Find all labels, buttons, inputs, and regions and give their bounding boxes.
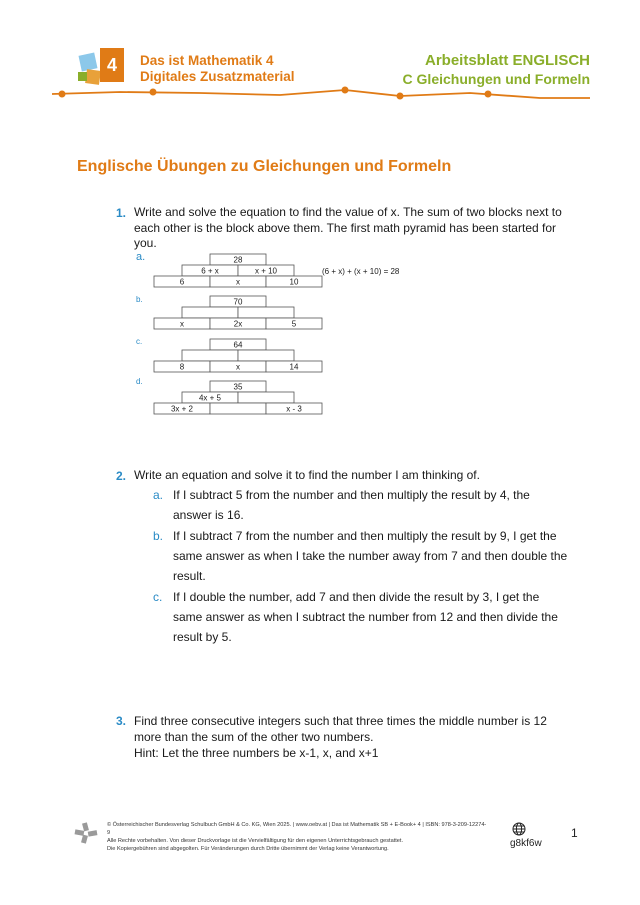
task2-item-c-line1: If I double the number, add 7 and then divide the result by 3, I get the <box>173 590 540 604</box>
pyramid-b-bottom-right: 5 <box>291 319 297 329</box>
task1-line1: Write and solve the equation to find the value of x. The sum of two blocks next to <box>134 205 562 219</box>
sheet-title-line2: C Gleichungen und Formeln <box>402 71 590 87</box>
pyramid-c-bottom-left: 8 <box>179 362 185 372</box>
task2-item-a-line1: If I subtract 5 from the number and then multiply the result by 4, the <box>173 488 530 502</box>
book-title <box>140 53 295 85</box>
task2-item-b-line3: result. <box>173 569 206 583</box>
globe-icon[interactable] <box>512 822 526 836</box>
pyramid-a-mid-right: x + 10 <box>254 266 278 276</box>
task2-item-c-line3: result by 5. <box>173 630 232 644</box>
pyramid-d-bottom-left: 3x + 2 <box>170 404 194 414</box>
pyramid-b-label: b. <box>136 295 143 304</box>
task2-item-b-line1: If I subtract 7 from the number and then multiply the result by 9, I get the <box>173 529 557 543</box>
task3-line2: more than the sum of the other two numbers. <box>134 730 374 744</box>
pyramid-a-bottom-left: 6 <box>179 277 185 287</box>
task2-item-b-line2: same answer as when I take the number away from 7 and then double the <box>173 549 568 563</box>
header-divider <box>0 84 640 108</box>
task2-item-b-label: b. <box>153 529 164 543</box>
pyramid-c-label: c. <box>136 337 143 346</box>
pyramid-a-label: a. <box>136 251 146 263</box>
task3-number: 3. <box>116 714 127 728</box>
task1-number: 1. <box>116 206 127 220</box>
pyramid-d-bottom-right: x - 3 <box>286 404 302 414</box>
online-code[interactable]: g8kf6w <box>510 838 542 849</box>
copyright-notice <box>107 821 487 853</box>
copyright-line3: Die Kopiergebühren sind abgegolten. Für Veränderungen durch Dritte übernimmt der Verlag keine Verantwortung. <box>107 846 389 852</box>
pyramid-a-mid-left: 6 + x <box>201 266 219 276</box>
copyright-line1: © Österreichischer Bundesverlag Schulbuch GmbH & Co. KG, Wien 2025. | www.oebv.at | Das ist Mathematik SB + E-Book+ 4 | ISBN: 978-3-209-12274-9 <box>107 822 487 836</box>
pyramid-a-top: 28 <box>233 255 243 265</box>
logo-digit: 4 <box>106 55 118 75</box>
pyramid-b-bottom-left: x <box>180 319 184 329</box>
pyramid-a-bottom-right: 10 <box>289 277 299 287</box>
copyright-line2: Alle Rechte vorbehalten. Von dieser Druckvorlage ist die Vervielfältigung für den eigenen Unterrichtsgebrauch gestattet. <box>107 838 404 844</box>
example-equation: (6 + x) + (x + 10) = 28 <box>322 267 400 276</box>
task3-line1: Find three consecutive integers such that three times the middle number is 12 <box>134 714 547 728</box>
pyramid-b-bottom-middle: 2x <box>233 319 243 329</box>
task2-item-a-label: a. <box>153 488 164 502</box>
task2-item-c <box>150 587 580 647</box>
task2-text: Write an equation and solve it to find the number I am thinking of. <box>134 468 480 482</box>
task2-item-a-line2: answer is 16. <box>173 508 244 522</box>
publisher-logo-icon <box>74 822 98 844</box>
page-title: Englische Übungen zu Gleichungen und Formeln <box>77 158 452 175</box>
task1-text <box>134 205 574 252</box>
pyramid-c-top: 64 <box>233 340 243 350</box>
task2-item-a <box>150 485 580 525</box>
pyramid-d-mid-left: 4x + 5 <box>198 393 222 403</box>
book-title-line1: Das ist Mathematik 4 <box>140 53 274 68</box>
task2-item-c-label: c. <box>153 590 163 604</box>
pyramid-c-bottom-right: 14 <box>289 362 299 372</box>
task2-item-b <box>150 526 580 586</box>
task1-line3: you. <box>134 236 157 250</box>
sheet-title <box>403 52 590 88</box>
book-title-line2: Digitales Zusatzmaterial <box>140 69 295 84</box>
task3-line3: Hint: Let the three numbers be x-1, x, and x+1 <box>134 746 379 760</box>
task2-item-c-line2: same answer as when I subtract the number from 12 and then divide the <box>173 610 558 624</box>
sheet-title-line1: Arbeitsblatt ENGLISCH <box>424 52 590 69</box>
task2-items <box>150 485 580 647</box>
page-number: 1 <box>571 826 578 840</box>
pyramid-a-bottom-middle: x <box>236 277 240 287</box>
pyramid-c-bottom-middle: x <box>236 362 240 372</box>
task3-text <box>134 713 574 761</box>
pyramid-b-top: 70 <box>233 297 243 307</box>
task1-line2: each other is the block above them. The first math pyramid has been started for <box>134 220 556 235</box>
pyramid-d-top: 35 <box>233 382 243 392</box>
task2-number: 2. <box>116 469 127 483</box>
math-pyramids <box>130 248 460 418</box>
pyramid-d-label: d. <box>136 377 143 386</box>
